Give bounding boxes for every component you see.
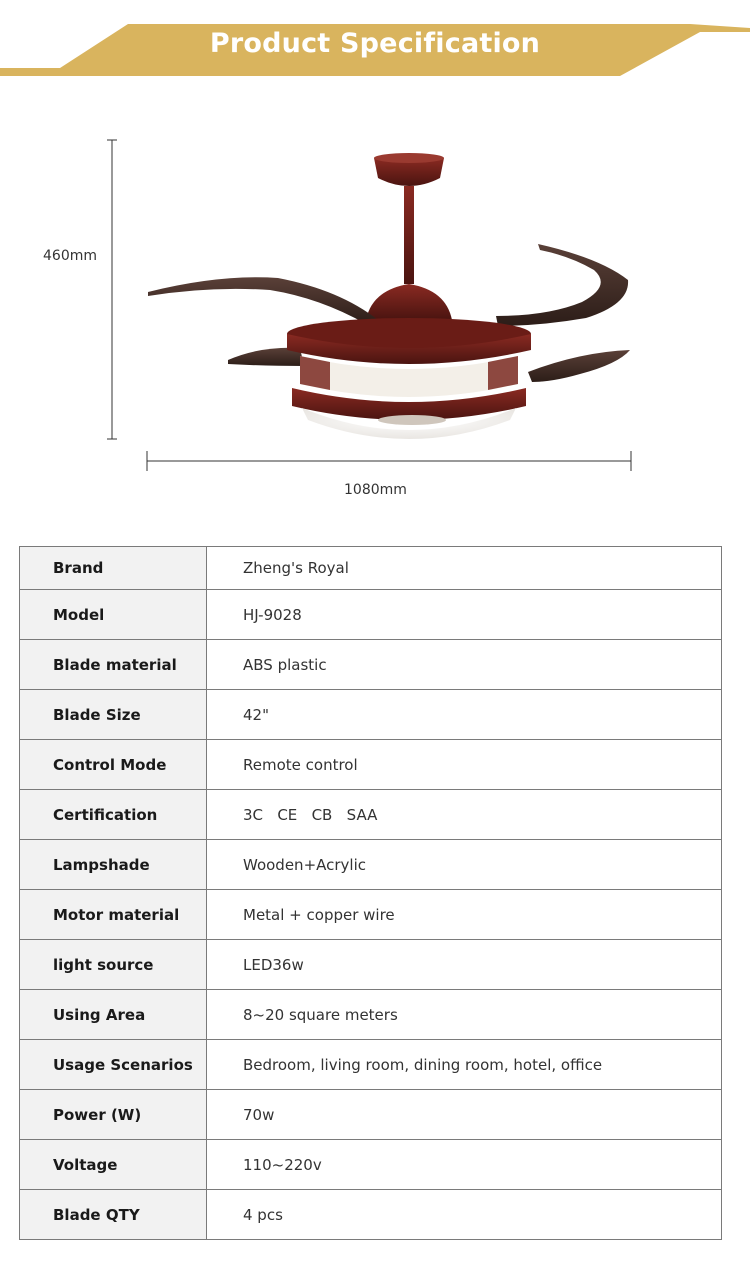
spec-key: Lampshade	[20, 840, 207, 890]
table-row	[20, 840, 722, 890]
ceiling-fan-image	[0, 120, 750, 520]
spec-value: 70w	[207, 1090, 722, 1140]
spec-key: Control Mode	[20, 740, 207, 790]
spec-key: Using Area	[20, 990, 207, 1040]
spec-value: Wooden+Acrylic	[207, 840, 722, 890]
table-row	[20, 990, 722, 1040]
spec-table	[19, 546, 722, 1240]
spec-key: Certification	[20, 790, 207, 840]
table-row	[20, 590, 722, 640]
table-row	[20, 640, 722, 690]
spec-value: 4 pcs	[207, 1190, 722, 1240]
spec-value: Zheng's Royal	[207, 547, 722, 590]
spec-key: Blade QTY	[20, 1190, 207, 1240]
spec-key: Voltage	[20, 1140, 207, 1190]
table-row	[20, 547, 722, 590]
spec-key: Blade Size	[20, 690, 207, 740]
table-row	[20, 1040, 722, 1090]
spec-value: 42"	[207, 690, 722, 740]
table-row	[20, 1140, 722, 1190]
spec-key: Brand	[20, 547, 207, 590]
header-banner	[0, 0, 750, 80]
table-row	[20, 1190, 722, 1240]
width-label: 1080mm	[344, 482, 407, 498]
width-dimension-line	[147, 451, 631, 471]
spec-value: ABS plastic	[207, 640, 722, 690]
product-figure	[0, 120, 750, 520]
spec-value: 110~220v	[207, 1140, 722, 1190]
spec-key: Usage Scenarios	[20, 1040, 207, 1090]
table-row	[20, 1090, 722, 1140]
table-row	[20, 690, 722, 740]
spec-value: Metal + copper wire	[207, 890, 722, 940]
table-row	[20, 940, 722, 990]
spec-key: Model	[20, 590, 207, 640]
table-row	[20, 790, 722, 840]
spec-key: light source	[20, 940, 207, 990]
spec-value: Remote control	[207, 740, 722, 790]
spec-value: 3C CE CB SAA	[207, 790, 722, 840]
page-title: Product Specification	[209, 28, 541, 59]
spec-value: Bedroom, living room, dining room, hotel, office	[207, 1040, 722, 1090]
spec-value: HJ-9028	[207, 590, 722, 640]
spec-key: Power (W)	[20, 1090, 207, 1140]
spec-value: 8~20 square meters	[207, 990, 722, 1040]
spec-key: Blade material	[20, 640, 207, 690]
table-row	[20, 890, 722, 940]
spec-key: Motor material	[20, 890, 207, 940]
table-row	[20, 740, 722, 790]
height-label: 460mm	[43, 248, 97, 264]
height-dimension-line	[107, 140, 117, 439]
spec-value: LED36w	[207, 940, 722, 990]
